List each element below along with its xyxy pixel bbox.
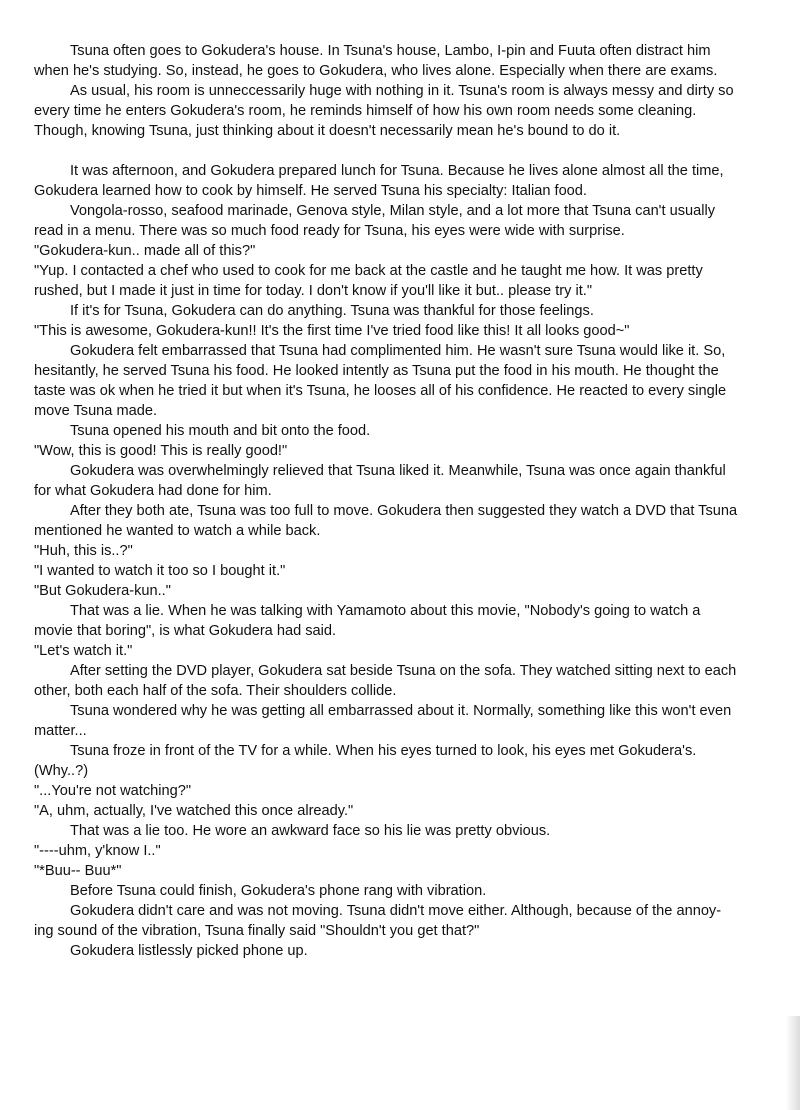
text-line: It was afternoon, and Gokudera prepared lunch for Tsuna. Because he lives alone almost all the time, <box>70 163 724 179</box>
text-line: "A, uhm, actually, I've watched this once already." <box>34 803 354 819</box>
text-line: "Huh, this is..?" <box>34 543 133 559</box>
text-line: "Gokudera-kun.. made all of this?" <box>34 243 256 259</box>
text-line: rushed, but I made it just in time for today. I don't know if you'll like it but.. please try it." <box>34 283 593 299</box>
text-line: matter... <box>34 723 87 739</box>
text-line: for what Gokudera had done for him. <box>34 483 272 499</box>
text-line: hesitantly, he served Tsuna his food. He looked intently as Tsuna put the food in his mouth. He thought the <box>34 363 719 379</box>
text-line: Gokudera didn't care and was not moving. Tsuna didn't move either. Although, because of the annoy- <box>70 903 722 919</box>
text-line: movie that boring", is what Gokudera had said. <box>34 623 337 639</box>
text-line: "I wanted to watch it too so I bought it." <box>34 563 286 579</box>
text-line: when he's studying. So, instead, he goes to Gokudera, who lives alone. Especially when there are exams. <box>34 63 718 79</box>
text-line: read in a menu. There was so much food ready for Tsuna, his eyes were wide with surprise. <box>34 223 625 239</box>
text-line: After setting the DVD player, Gokudera sat beside Tsuna on the sofa. They watched sitting next to each <box>70 663 737 679</box>
text-line: After they both ate, Tsuna was too full to move. Gokudera then suggested they watch a DVD that Tsuna <box>70 503 738 519</box>
text-line: "...You're not watching?" <box>34 783 192 799</box>
text-line: Gokudera learned how to cook by himself. He served Tsuna his specialty: Italian food. <box>34 183 587 199</box>
text-line: move Tsuna made. <box>34 403 158 419</box>
page-edge-shadow <box>786 1016 800 1110</box>
text-line: Though, knowing Tsuna, just thinking about it doesn't necessarily mean he's bound to do it. <box>34 123 621 139</box>
text-line: Tsuna wondered why he was getting all embarrassed about it. Normally, something like this won't even <box>70 703 732 719</box>
text-line: mentioned he wanted to watch a while back. <box>34 523 321 539</box>
text-line: ing sound of the vibration, Tsuna finally said "Shouldn't you get that?" <box>34 923 480 939</box>
text-line: Tsuna froze in front of the TV for a while. When his eyes turned to look, his eyes met Gokudera's. <box>70 743 697 759</box>
text-line: "Wow, this is good! This is really good!" <box>34 443 288 459</box>
document-page <box>34 41 774 961</box>
text-line: Tsuna often goes to Gokudera's house. In Tsuna's house, Lambo, I-pin and Fuuta often distract him <box>70 43 711 59</box>
text-line: Gokudera listlessly picked phone up. <box>70 943 308 959</box>
text-line: That was a lie. When he was talking with Yamamoto about this movie, "Nobody's going to watch a <box>70 603 701 619</box>
text-line: "Let's watch it." <box>34 643 133 659</box>
text-line: (Why..?) <box>34 763 89 779</box>
blank-line <box>34 141 774 161</box>
text-line: taste was ok when he tried it but when it's Tsuna, he looses all of his confidence. He reacted to every single <box>34 383 727 399</box>
text-line: Before Tsuna could finish, Gokudera's phone rang with vibration. <box>70 883 487 899</box>
text-line: "Yup. I contacted a chef who used to cook for me back at the castle and he taught me how. It was pretty <box>34 263 703 279</box>
text-line: Vongola-rosso, seafood marinade, Genova style, Milan style, and a lot more that Tsuna can't usually <box>70 203 716 219</box>
text-line: other, both each half of the sofa. Their shoulders collide. <box>34 683 397 699</box>
text-line: every time he enters Gokudera's room, he reminds himself of how his own room needs some cleaning. <box>34 103 697 119</box>
text-line: If it's for Tsuna, Gokudera can do anything. Tsuna was thankful for those feelings. <box>70 303 594 319</box>
text-line: Gokudera felt embarrassed that Tsuna had complimented him. He wasn't sure Tsuna would like it. So, <box>70 343 726 359</box>
text-line: Tsuna opened his mouth and bit onto the food. <box>70 423 371 439</box>
text-line: As usual, his room is unneccessarily huge with nothing in it. Tsuna's room is always messy and dirty so <box>70 83 734 99</box>
text-line: That was a lie too. He wore an awkward face so his lie was pretty obvious. <box>70 823 551 839</box>
text-line: "This is awesome, Gokudera-kun!! It's the first time I've tried food like this! It all looks good~" <box>34 323 630 339</box>
text-line: Gokudera was overwhelmingly relieved that Tsuna liked it. Meanwhile, Tsuna was once again thankful <box>70 463 726 479</box>
text-line: "----uhm, y'know I.." <box>34 843 161 859</box>
text-line: "But Gokudera-kun.." <box>34 583 171 599</box>
text-line: "*Buu-- Buu*" <box>34 863 122 879</box>
